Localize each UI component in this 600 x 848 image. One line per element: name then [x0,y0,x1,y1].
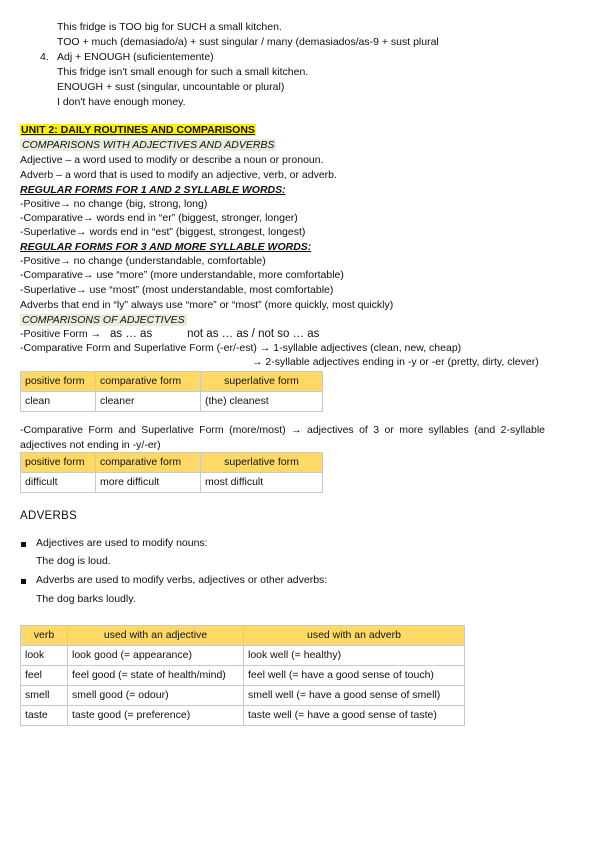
table-header-row [21,372,323,392]
table-clean [20,371,323,412]
table-header-row [21,626,465,646]
header-positive-form: positive form [21,453,96,473]
positive-form-label: -Positive Form → [20,328,102,340]
cell-verb: smell [21,686,68,706]
cell-positive: difficult [21,473,96,493]
header-superlative-form: superlative form [201,453,323,473]
section-subtitle-2 [20,313,187,328]
adjective-definition: Adjective – a word used to modify or describe a noun or pronoun. [20,154,324,166]
cell-comparative: more difficult [96,473,201,493]
adverbs-bullet-2: Adverbs are used to modify verbs, adjectives or other adverbs: [36,574,328,586]
table-verbs [20,625,465,726]
unit-title [20,123,256,138]
section-subtitle-2-text: COMPARISONS OF ADJECTIVES [22,314,185,326]
table-row [21,646,465,666]
superlative-1-2: -Superlative→ words end in “est” (biggest, strongest, longest) [20,226,306,238]
table-row [21,473,323,493]
positive-1-2: -Positive→ no change (big, strong, long) [20,198,208,210]
header-positive-form: positive form [21,372,96,392]
adverbs-bullet-2-example: The dog barks loudly. [36,593,136,605]
cell-adverb-use: taste well (= have a good sense of taste) [244,706,465,726]
positive-form-not: not as … as / not so … as [187,328,320,340]
cell-verb: look [21,646,68,666]
cell-adverb-use: smell well (= have a good sense of smell) [244,686,465,706]
intro-line-1: This fridge is TOO big for SUCH a small kitchen. [57,21,282,33]
header-comparative-form: comparative form [96,453,201,473]
adverbs-heading: ADVERBS [20,510,78,522]
cell-verb: taste [21,706,68,726]
cell-adjective-use: feel good (= state of health/mind) [68,666,244,686]
table-row [21,686,465,706]
cell-verb: feel [21,666,68,686]
list-number-4: 4. [40,51,49,63]
cell-superlative: (the) cleanest [201,392,323,412]
adverbs-bullet-1: Adjectives are used to modify nouns: [36,537,208,549]
bullet-square-icon [21,579,26,584]
table-row [21,706,465,726]
regular-forms-3-heading: REGULAR FORMS FOR 3 AND MORE SYLLABLE WORDS: [20,241,312,253]
header-superlative-form: superlative form [201,372,323,392]
intro-line-3: This fridge isn't small enough for such a small kitchen. [57,66,309,78]
cell-adjective-use: look good (= appearance) [68,646,244,666]
header-with-adjective: used with an adjective [68,626,244,646]
ly-rule: Adverbs that end in “ly” always use “more” or “most” (more quickly, most quickly) [20,299,394,311]
unit-title-text: UNIT 2: DAILY ROUTINES AND COMPARISONS [21,124,255,136]
header-comparative-form: comparative form [96,372,201,392]
cell-adjective-use: smell good (= odour) [68,686,244,706]
comparative-3: -Comparative→ use “more” (more understandable, more comfortable) [20,269,344,281]
positive-form-as: as … as [110,328,153,340]
table-difficult [20,452,323,493]
intro-line-2: TOO + much (demasiado/a) + sust singular / many (demasiados/as-9 + sust plural [57,36,439,48]
cell-comparative: cleaner [96,392,201,412]
section-subtitle-1 [20,138,276,153]
intro-line-4: ENOUGH + sust (singular, uncountable or plural) [57,81,285,93]
cell-superlative: most difficult [201,473,323,493]
cell-adjective-use: taste good (= preference) [68,706,244,726]
cell-adverb-use: look well (= healthy) [244,646,465,666]
table-row [21,666,465,686]
header-with-adverb: used with an adverb [244,626,465,646]
bullet-square-icon [21,542,26,547]
intro-item-4-title: Adj + ENOUGH (suficientemente) [57,51,214,63]
table-header-row [21,453,323,473]
cell-positive: clean [21,392,96,412]
table-row [21,392,323,412]
more-most-rule: -Comparative Form and Superlative Form (more/most) → adjectives of 3 or more syllables (and 2-syllable adjectives not ending in -y/-er) [20,424,545,451]
positive-3: -Positive→ no change (understandable, comfortable) [20,255,266,267]
header-verb: verb [21,626,68,646]
section-subtitle-1-text: COMPARISONS WITH ADJECTIVES AND ADVERBS [22,139,275,151]
adverbs-bullet-1-example: The dog is loud. [36,555,111,567]
adverb-definition: Adverb – a word that is used to modify an adjective, verb, or adverb. [20,169,337,181]
comp-sup-er-line: -Comparative Form and Superlative Form (-er/-est) → 1-syllable adjectives (clean, new, cheap) [20,342,462,354]
comparative-1-2: -Comparative→ words end in “er” (biggest, stronger, longer) [20,212,298,224]
comp-sup-er-line-2: → 2-syllable adjectives ending in -y or -er (pretty, dirty, clever) [252,356,539,368]
positive-form-line [20,327,319,342]
superlative-3: -Superlative→ use “most” (most understandable, most comfortable) [20,284,334,296]
regular-forms-1-2-heading: REGULAR FORMS FOR 1 AND 2 SYLLABLE WORDS: [20,184,286,196]
intro-line-5: I don't have enough money. [57,96,186,108]
cell-adverb-use: feel well (= have a good sense of touch) [244,666,465,686]
